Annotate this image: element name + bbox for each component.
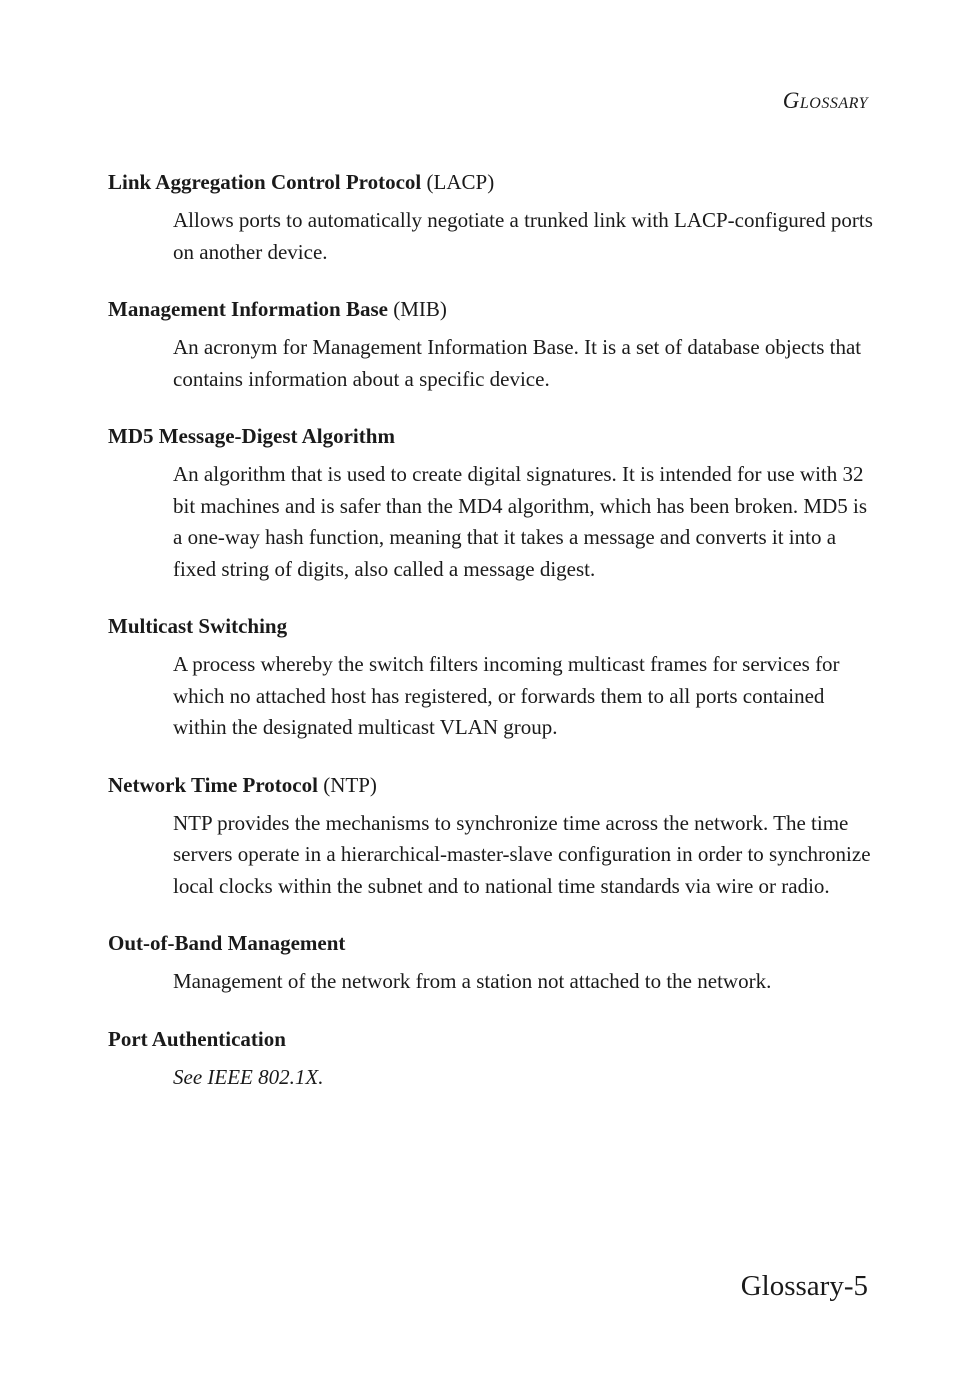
running-header: Glossary [782,88,868,113]
term-definition: NTP provides the mechanisms to synchronize time across the network. The time servers operate in a hierarchical-master-slave configuration in order to synchronize local clocks within the subnet and to national time standards via wire or radio. [173,810,871,898]
term-abbreviation: (NTP) [323,772,377,797]
term-abbreviation: (LACP) [426,170,495,194]
term-abbreviation: (MIB) [393,297,447,321]
glossary-term [108,1023,878,1055]
see-also-reference[interactable]: See IEEE 802.1X. [173,1064,324,1089]
glossary-term [108,293,878,325]
term-definition: Allows ports to automatically negotiate a trunked link with LACP-configured ports on another device. [173,208,873,264]
term-definition: An acronym for Management Information Base. It is a set of database objects that contains information about a specific device. [173,335,862,391]
glossary-term [108,420,878,452]
term-definition: Management of the network from a station not attached to the network. [173,969,772,993]
glossary-entry-multicast-switching [108,610,878,744]
glossary-entry-out-of-band [108,927,878,998]
page-number: Glossary-5 [740,1270,868,1302]
glossary-entry-lacp [108,166,878,268]
term-name: Out-of-Band Management [108,931,346,955]
term-definition: An algorithm that is used to create digital signatures. It is intended for use with 32 bit machines and is safer than the MD4 algorithm, which has been broken. MD5 is a one-way hash function, meaning that it takes a message and converts it into a fixed string of digits, also called a message digest. [173,462,868,581]
term-name: MD5 Message-Digest Algorithm [108,424,395,448]
term-name: Management Information Base [108,297,388,321]
term-definition: A process whereby the switch filters incoming multicast frames for services for which no attached host has registered, or forwards them to all ports contained within the designated multicast VLAN group. [173,652,840,739]
glossary-entry-md5 [108,420,878,585]
term-name: Multicast Switching [108,614,288,638]
glossary-term [108,927,878,959]
glossary-entry-mib [108,293,878,395]
term-name: Link Aggregation Control Protocol [108,170,422,194]
glossary-entry-ntp [108,769,878,903]
glossary-entries [108,166,878,1118]
glossary-entry-port-authentication [108,1023,878,1094]
glossary-term [108,769,878,801]
term-name: Network Time Protocol [108,772,318,797]
glossary-term [108,610,878,642]
glossary-term [108,166,878,198]
term-name: Port Authentication [108,1026,286,1051]
